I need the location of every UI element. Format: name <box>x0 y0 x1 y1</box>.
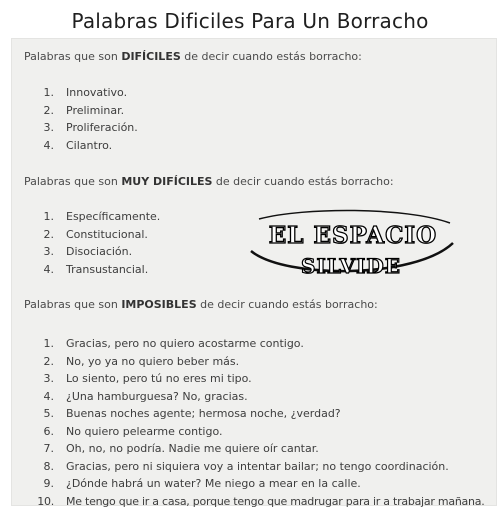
list-item <box>34 226 160 244</box>
list-item <box>34 208 160 226</box>
list-item <box>34 243 160 261</box>
section-heading-imposibles <box>24 298 378 311</box>
item-number: 10. <box>34 493 54 510</box>
item-text: Lo siento, pero tú no eres mi tipo. <box>66 372 252 385</box>
item-number: 7. <box>34 440 54 458</box>
item-text: No, yo ya no quiero beber más. <box>66 355 239 368</box>
item-number: 2. <box>34 353 54 371</box>
list-item <box>34 458 485 476</box>
list-muy-dificiles <box>34 208 160 278</box>
section-intro-end: de decir cuando estás borracho: <box>212 175 393 188</box>
list-dificiles <box>34 84 138 154</box>
item-text: Transustancial. <box>66 263 148 276</box>
item-number: 6. <box>34 423 54 441</box>
item-text: Disociación. <box>66 245 132 258</box>
section-intro-end: de decir cuando estás borracho: <box>181 50 362 63</box>
list-item <box>34 370 485 388</box>
item-number: 4. <box>34 137 54 155</box>
item-number: 3. <box>34 370 54 388</box>
item-number: 8. <box>34 458 54 476</box>
section-intro: Palabras que son <box>24 50 121 63</box>
list-item <box>34 493 485 510</box>
item-number: 2. <box>34 226 54 244</box>
item-text: Preliminar. <box>66 104 124 117</box>
item-text: Específicamente. <box>66 210 160 223</box>
section-keyword: MUY DIFÍCILES <box>121 175 212 188</box>
watermark-line1: EL ESPACIO <box>269 222 437 249</box>
item-text: Me tengo que ir a casa, porque tengo que madrugar para ir a trabajar mañana. <box>66 495 485 508</box>
item-text: Oh, no, no podría. Nadie me quiere oír cantar. <box>66 442 319 455</box>
item-number: 5. <box>34 405 54 423</box>
item-text: Proliferación. <box>66 121 138 134</box>
section-intro: Palabras que son <box>24 175 121 188</box>
item-number: 3. <box>34 243 54 261</box>
page-title: Palabras Dificiles Para Un Borracho <box>0 9 500 33</box>
list-item <box>34 475 485 493</box>
list-item <box>34 353 485 371</box>
list-item <box>34 423 485 441</box>
list-item <box>34 388 485 406</box>
item-text: No quiero pelearme contigo. <box>66 425 223 438</box>
item-text: ¿Una hamburguesa? No, gracias. <box>66 390 248 403</box>
list-item <box>34 137 138 155</box>
item-number: 4. <box>34 261 54 279</box>
watermark-logo <box>245 205 460 285</box>
section-keyword: IMPOSIBLES <box>121 298 196 311</box>
item-number: 9. <box>34 475 54 493</box>
list-item <box>34 335 485 353</box>
item-number: 1. <box>34 84 54 102</box>
item-text: Gracias, pero ni siquiera voy a intentar bailar; no tengo coordinación. <box>66 460 449 473</box>
item-number: 2. <box>34 102 54 120</box>
section-heading-dificiles <box>24 50 362 63</box>
list-item <box>34 261 160 279</box>
item-number: 1. <box>34 335 54 353</box>
item-text: Cilantro. <box>66 139 112 152</box>
list-item <box>34 84 138 102</box>
list-item <box>34 405 485 423</box>
item-number: 1. <box>34 208 54 226</box>
section-intro: Palabras que son <box>24 298 121 311</box>
item-text: Innovativo. <box>66 86 127 99</box>
item-text: Gracias, pero no quiero acostarme contigo. <box>66 337 304 350</box>
item-text: Constitucional. <box>66 228 148 241</box>
watermark-line2: SILVIDE <box>301 254 401 278</box>
item-text: ¿Dónde habrá un water? Me niego a mear en la calle. <box>66 477 361 490</box>
section-keyword: DIFÍCILES <box>121 50 180 63</box>
list-item <box>34 102 138 120</box>
list-imposibles <box>34 335 485 510</box>
item-text: Buenas noches agente; hermosa noche, ¿verdad? <box>66 407 341 420</box>
section-intro-end: de decir cuando estás borracho: <box>197 298 378 311</box>
list-item <box>34 119 138 137</box>
item-number: 3. <box>34 119 54 137</box>
list-item <box>34 440 485 458</box>
item-number: 4. <box>34 388 54 406</box>
section-heading-muy-dificiles <box>24 175 394 188</box>
